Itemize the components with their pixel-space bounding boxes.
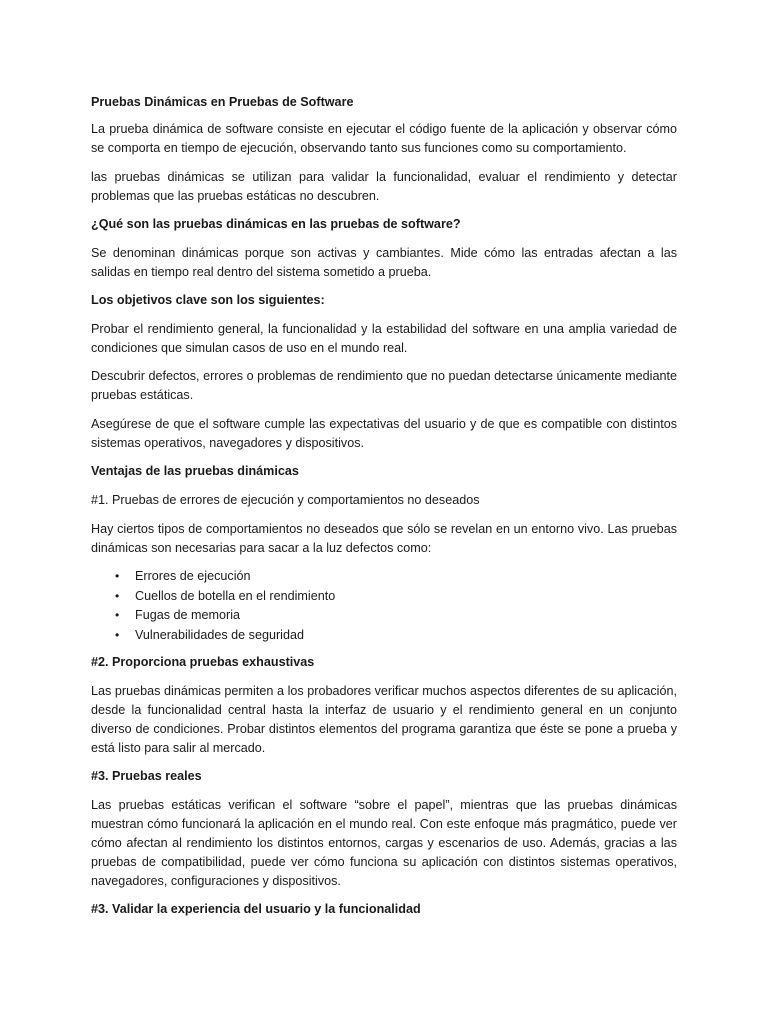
bullet-icon: • xyxy=(115,608,120,622)
objective-paragraph-2: Descubrir defectos, errores o problemas de rendimiento que no puedan detectarse únicamente mediante pruebas estáticas. xyxy=(91,369,677,402)
document-title: Pruebas Dinámicas en Pruebas de Software xyxy=(91,95,354,109)
list-item-text: Errores de ejecución xyxy=(135,569,251,583)
advantage-3-paragraph: Las pruebas estáticas verifican el software “sobre el papel”, mientras que las pruebas dinámicas muestran cómo funcionará la aplicación en el mundo real. Con este enfoque más pragmático, puede ver cómo afectan al rendimiento los distintos entornos, cargas y escenarios de uso. Además, gracias a las pruebas de compatibilidad, puede ver cómo funciona su aplicación con distintos sistemas operativos, navegadores, configuraciones y dispositivos. xyxy=(91,797,677,888)
advantage-2-heading: #2. Proporciona pruebas exhaustivas xyxy=(91,655,315,669)
section-what-paragraph: Se denominan dinámicas porque son activas y cambiantes. Mide cómo las entradas afectan a las salidas en tiempo real dentro del sistema sometido a prueba. xyxy=(91,245,677,279)
intro-paragraph-2: las pruebas dinámicas se utilizan para validar la funcionalidad, evaluar el rendimiento y detectar problemas que las pruebas estáticas no descubren. xyxy=(91,169,677,203)
list-item xyxy=(91,606,677,626)
bullet-icon: • xyxy=(115,569,120,583)
objective-paragraph-1: Probar el rendimiento general, la funcionalidad y la estabilidad del software en una amplia variedad de condiciones que simulan casos de uso en el mundo real. xyxy=(91,321,677,355)
advantage-1-heading: #1. Pruebas de errores de ejecución y comportamientos no deseados xyxy=(91,492,480,507)
list-item xyxy=(91,587,677,607)
advantage-3-heading: #3. Pruebas reales xyxy=(91,769,202,783)
list-item-text: Cuellos de botella en el rendimiento xyxy=(135,588,336,603)
objective-paragraph-3: Asegúrese de que el software cumple las expectativas del usuario y de que es compatible con distintos sistemas operativos, navegadores y dispositivos. xyxy=(91,416,677,450)
section-heading-what: ¿Qué son las pruebas dinámicas en las pruebas de software? xyxy=(91,217,461,231)
list-item xyxy=(91,567,677,587)
section-heading-objectives: Los objetivos clave son los siguientes: xyxy=(91,293,325,307)
advantage-2-paragraph: Las pruebas dinámicas permiten a los probadores verificar muchos aspectos diferentes de su aplicación, desde la funcionalidad central hasta la interfaz de usuario y el rendimiento general en un conjunto diverso de condiciones. Probar distintos elementos del programa garantiza que éste se pone a prueba y está listo para salir al mercado. xyxy=(91,683,677,755)
document-page xyxy=(91,93,677,929)
bullet-icon: • xyxy=(115,588,120,603)
section-heading-advantages: Ventajas de las pruebas dinámicas xyxy=(91,464,299,478)
advantage-4-heading: #3. Validar la experiencia del usuario y la funcionalidad xyxy=(91,902,421,916)
bullet-icon: • xyxy=(115,627,120,642)
advantage-1-paragraph: Hay ciertos tipos de comportamientos no deseados que sólo se revelan en un entorno vivo. Las pruebas dinámicas son necesarias para sacar a la luz defectos como: xyxy=(91,521,677,555)
list-item xyxy=(91,626,677,646)
intro-paragraph-1: La prueba dinámica de software consiste en ejecutar el código fuente de la aplicación y observar cómo se comporta en tiempo de ejecución, observando tanto sus funciones como su comportamiento. xyxy=(91,122,677,155)
defects-list xyxy=(91,567,677,645)
list-item-text: Vulnerabilidades de seguridad xyxy=(135,627,304,642)
list-item-text: Fugas de memoria xyxy=(135,608,240,622)
